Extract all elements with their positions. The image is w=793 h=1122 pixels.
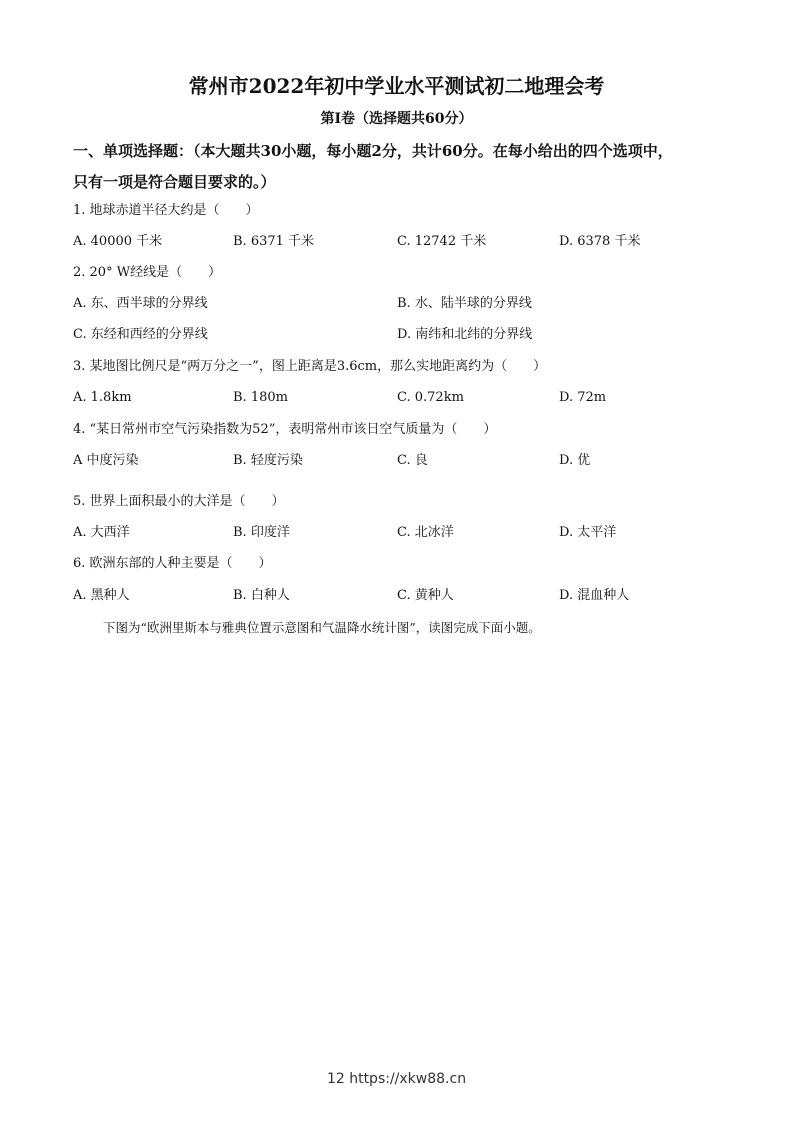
option: D. 72m xyxy=(559,390,607,405)
option: B. 水、陆半球的分界线 xyxy=(397,296,532,311)
question-5: 5. 世界上面积最小的大洋是（ ） xyxy=(73,494,285,509)
option: D. 南纬和北纬的分界线 xyxy=(397,327,533,342)
page-title: 常州市2022年初中学业水平测试初二地理会考 xyxy=(188,74,605,98)
option: A. 黑种人 xyxy=(73,588,130,603)
page-footer: 12 https://xkw88.cn xyxy=(326,1071,467,1087)
question-1: 1. 地球赤道半径大约是（ ） xyxy=(73,203,259,218)
option: A. 40000 千米 xyxy=(73,234,163,249)
option: A 中度污染 xyxy=(73,453,139,468)
option: D. 6378 千米 xyxy=(559,234,641,249)
section-heading: 一、单项选择题：（本大题共30小题，每小题2分，共计60分。在每小给出的四个选项中， xyxy=(73,142,673,160)
question-3: 3. 某地图比例尺是“两万分之一”，图上距离是3.6cm，那么实地距离约为（ ） xyxy=(73,359,547,374)
option: A. 1.8km xyxy=(73,390,132,405)
option: C. 东经和西经的分界线 xyxy=(73,327,208,342)
option: C. 黄种人 xyxy=(397,588,454,603)
question-4: 4. “某日常州市空气污染指数为52”，表明常州市该日空气质量为（ ） xyxy=(73,422,497,437)
section-heading-cont: 只有一项是符合题目要求的。） xyxy=(73,173,276,191)
option: A. 东、西半球的分界线 xyxy=(73,296,208,311)
option: C. 北冰洋 xyxy=(397,525,454,540)
option: A. 大西洋 xyxy=(73,525,130,540)
option: B. 180m xyxy=(233,390,288,405)
question-6: 6. 欧洲东部的人种主要是（ ） xyxy=(73,556,272,571)
option: C. 0.72km xyxy=(397,390,464,405)
option: B. 白种人 xyxy=(233,588,290,603)
option: C. 12742 千米 xyxy=(397,234,487,249)
option: D. 混血种人 xyxy=(559,588,630,603)
option: B. 印度洋 xyxy=(233,525,290,540)
option: B. 6371 千米 xyxy=(233,234,315,249)
option: D. 优 xyxy=(559,453,591,468)
figure-note: 下图为“欧洲里斯本与雅典位置示意图和气温降水统计图”，读图完成下面小题。 xyxy=(103,620,541,635)
question-2: 2. 20° W经线是（ ） xyxy=(73,265,222,280)
section-subtitle: 第Ⅰ卷（选择题共60分） xyxy=(320,111,473,127)
option: C. 良 xyxy=(397,453,428,468)
option: B. 轻度污染 xyxy=(233,453,303,468)
option: D. 太平洋 xyxy=(559,525,617,540)
